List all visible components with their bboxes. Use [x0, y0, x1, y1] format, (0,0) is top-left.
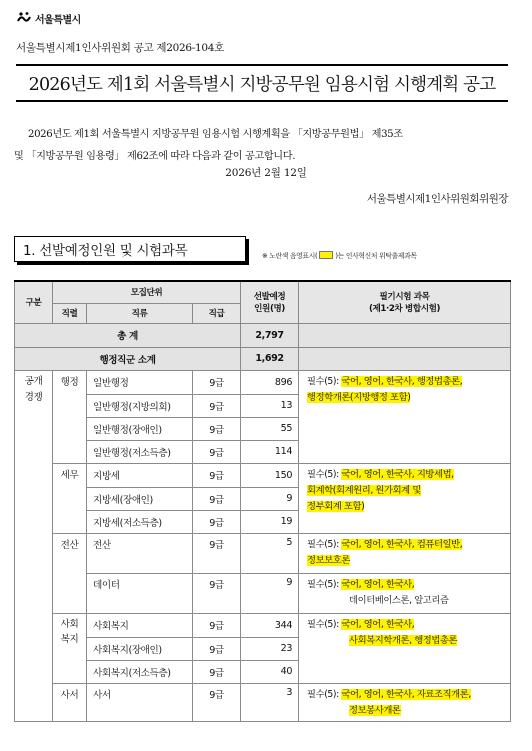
subjects-tax	[299, 463, 511, 533]
subjects-highlight: 정부회계 포함)	[307, 500, 365, 512]
table-row-grade: 9급	[193, 487, 241, 510]
subjects-highlight: 국어, 영어, 한국사, 컴퓨터일반,	[341, 538, 463, 550]
subjects-social-welfare	[299, 613, 511, 683]
legend-note	[262, 250, 417, 260]
table-row-grade: 9급	[193, 394, 241, 417]
subjects-prefix: 필수(5):	[307, 618, 342, 630]
subtotal-label: 행정직군 소계	[15, 347, 241, 370]
table-row-count: 9	[241, 487, 299, 510]
notice-title-box	[16, 64, 508, 102]
table-row-grade: 9급	[193, 463, 241, 487]
subjects-highlight: 국어, 영어, 한국사,	[341, 578, 415, 590]
subjects-plain: 데이터베이스론, 알고리즘	[349, 594, 449, 606]
table-row-class: 일반행정	[87, 370, 193, 394]
legend-yellow-swatch	[319, 251, 333, 259]
subjects-highlight: 사회복지학개론, 행정법총론	[349, 634, 458, 646]
table-row-count: 55	[241, 417, 299, 440]
notice-title: 2026년도 제1회 서울특별시 지방공무원 임용시험 시행계획 공고	[28, 74, 496, 95]
table-row-class: 지방세	[87, 463, 193, 487]
table-row-class: 일반행정(장애인)	[87, 417, 193, 440]
header-series: 직렬	[53, 303, 87, 323]
header-subjects-l2: (제1·2차 병합시험)	[368, 304, 441, 315]
total-label: 총 계	[15, 323, 241, 347]
table-row-class: 사회복지(장애인)	[87, 637, 193, 660]
header-subjects-l1: 필기시험 과목	[379, 292, 430, 303]
seoul-logo	[16, 8, 81, 28]
subjects-highlight: 국어, 영어, 한국사,	[341, 618, 415, 630]
subtotal-blank	[299, 347, 511, 370]
table-row-count: 344	[241, 613, 299, 637]
recruitment-table	[14, 280, 511, 722]
table-row-count: 23	[241, 637, 299, 660]
logo-text: 서울특별시	[35, 14, 81, 26]
header-count-l2: 인원(명)	[254, 304, 285, 315]
table-row-count: 150	[241, 463, 299, 487]
series-computing: 전산	[53, 533, 87, 613]
notice-date: 2026년 2월 12일	[225, 167, 307, 179]
table-row-class: 일반행정(저소득층)	[87, 440, 193, 463]
table-row-class: 사회복지(저소득층)	[87, 660, 193, 683]
total-blank	[299, 323, 511, 347]
table-row-count: 40	[241, 660, 299, 683]
table-row-class: 사회복지	[87, 613, 193, 637]
table-row-count: 3	[241, 683, 299, 721]
table-row-grade: 9급	[193, 637, 241, 660]
header-unit: 모집단위	[53, 281, 241, 303]
header-count	[241, 281, 299, 323]
subjects-highlight: 국어, 영어, 한국사, 지방세법,	[341, 468, 454, 480]
body-line-2: 및 「지방공무원 임용령」 제62조에 따라 다음과 같이 공고합니다.	[14, 151, 296, 162]
notice-number: 서울특별시제1인사위원회 공고 제2026-104호	[16, 42, 225, 54]
subjects-data	[299, 573, 511, 613]
header-count-l1: 선발예정	[253, 292, 286, 303]
section-title: 1. 선발예정인원 및 시험과목	[14, 236, 246, 262]
table-row-grade: 9급	[193, 417, 241, 440]
legend-suffix: )는 인사혁신처 위탁출제과목	[335, 252, 417, 260]
table-row-count: 5	[241, 533, 299, 573]
table-row-class: 일반행정(지방의회)	[87, 394, 193, 417]
series-admin: 행정	[53, 370, 87, 463]
subjects-highlight: 국어, 영어, 한국사, 자료조직개론,	[341, 688, 471, 700]
signer: 서울특별시제1인사위원회위원장	[366, 193, 508, 205]
table-row-count: 114	[241, 440, 299, 463]
subjects-prefix: 필수(5):	[307, 688, 342, 700]
table-row-grade: 9급	[193, 683, 241, 721]
table-row-grade: 9급	[193, 613, 241, 637]
table-row-grade: 9급	[193, 660, 241, 683]
header-subjects	[299, 281, 511, 323]
seoul-logo-icon	[16, 10, 32, 26]
subjects-highlight: 국어, 영어, 한국사, 행정법총론,	[341, 375, 463, 387]
body-line-1: 2026년도 제1회 서울특별시 지방공무원 임용시험 시행계획을 「지방공무원법」 제35조	[28, 129, 403, 140]
table-row-count: 13	[241, 394, 299, 417]
table-row-count: 896	[241, 370, 299, 394]
subjects-prefix: 필수(5):	[307, 375, 342, 387]
series-social-welfare: 사회 복지	[53, 613, 87, 683]
header-division: 구분	[15, 281, 53, 323]
notice-body	[12, 124, 512, 168]
subjects-highlight: 회계학(회계원리, 원가회계 및	[307, 484, 421, 496]
subjects-prefix: 필수(5):	[307, 578, 342, 590]
table-row-class: 전산	[87, 533, 193, 573]
table-row-class: 지방세(저소득층)	[87, 510, 193, 533]
subjects-prefix: 필수(5):	[307, 538, 342, 550]
table-row-count: 19	[241, 510, 299, 533]
table-row-class: 데이터	[87, 573, 193, 613]
table-row-grade: 9급	[193, 533, 241, 573]
subjects-highlight: 정보봉사개론	[349, 704, 401, 716]
table-row-grade: 9급	[193, 370, 241, 394]
subjects-admin	[299, 370, 511, 463]
subjects-highlight: 행정학개론(지방행정 포함)	[307, 391, 411, 403]
table-row-grade: 9급	[193, 510, 241, 533]
table-row-class: 사서	[87, 683, 193, 721]
header-grade: 직급	[193, 303, 241, 323]
header-class: 직류	[87, 303, 193, 323]
series-tax: 세무	[53, 463, 87, 533]
table-row-grade: 9급	[193, 573, 241, 613]
table-row-count: 9	[241, 573, 299, 613]
legend-prefix: ※ 노란색 음영표시(	[262, 252, 318, 260]
table-row-grade: 9급	[193, 440, 241, 463]
series-librarian: 사서	[53, 683, 87, 721]
subjects-highlight: 정보보호론	[307, 554, 350, 566]
subjects-computing	[299, 533, 511, 573]
subtotal-value: 1,692	[241, 347, 299, 370]
subjects-prefix: 필수(5):	[307, 468, 342, 480]
division-open-competition: 공개 경쟁	[15, 370, 53, 721]
subjects-librarian	[299, 683, 511, 721]
total-value: 2,797	[241, 323, 299, 347]
table-row-class: 지방세(장애인)	[87, 487, 193, 510]
